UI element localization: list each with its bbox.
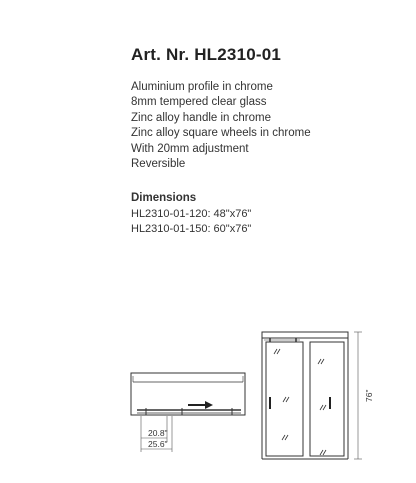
dimension-item: HL2310-01-150: 60"x76" (131, 223, 252, 236)
dimensions-heading: Dimensions (131, 192, 197, 204)
feature-item: With 20mm adjustment (131, 142, 249, 155)
top-rail (262, 332, 348, 338)
feature-item: Reversible (131, 158, 186, 171)
top-view-depth-label: 25.6" (148, 439, 168, 449)
front-view-drawing (262, 332, 348, 459)
feature-item: Zinc alloy handle in chrome (131, 111, 271, 124)
top-view-outline (131, 373, 245, 415)
feature-item: Aluminium profile in chrome (131, 81, 273, 93)
slide-direction-arrow-icon (188, 401, 213, 409)
fixed-glass-panel (310, 342, 344, 456)
top-view-drawing (131, 373, 245, 415)
door-handle-icon (270, 397, 330, 409)
article-number-title: Art. Nr. HL2310-01 (131, 45, 282, 64)
dimension-item: HL2310-01-120: 48"x76" (131, 208, 252, 220)
top-view-depth-label: 20.8" (148, 428, 168, 438)
feature-item: Zinc alloy square wheels in chrome (131, 127, 311, 140)
front-view-height-label: 76" (364, 389, 374, 402)
front-view-height-dimension (354, 332, 362, 459)
glass-reflection-icon (274, 349, 326, 455)
feature-item: 8mm tempered clear glass (131, 96, 267, 109)
